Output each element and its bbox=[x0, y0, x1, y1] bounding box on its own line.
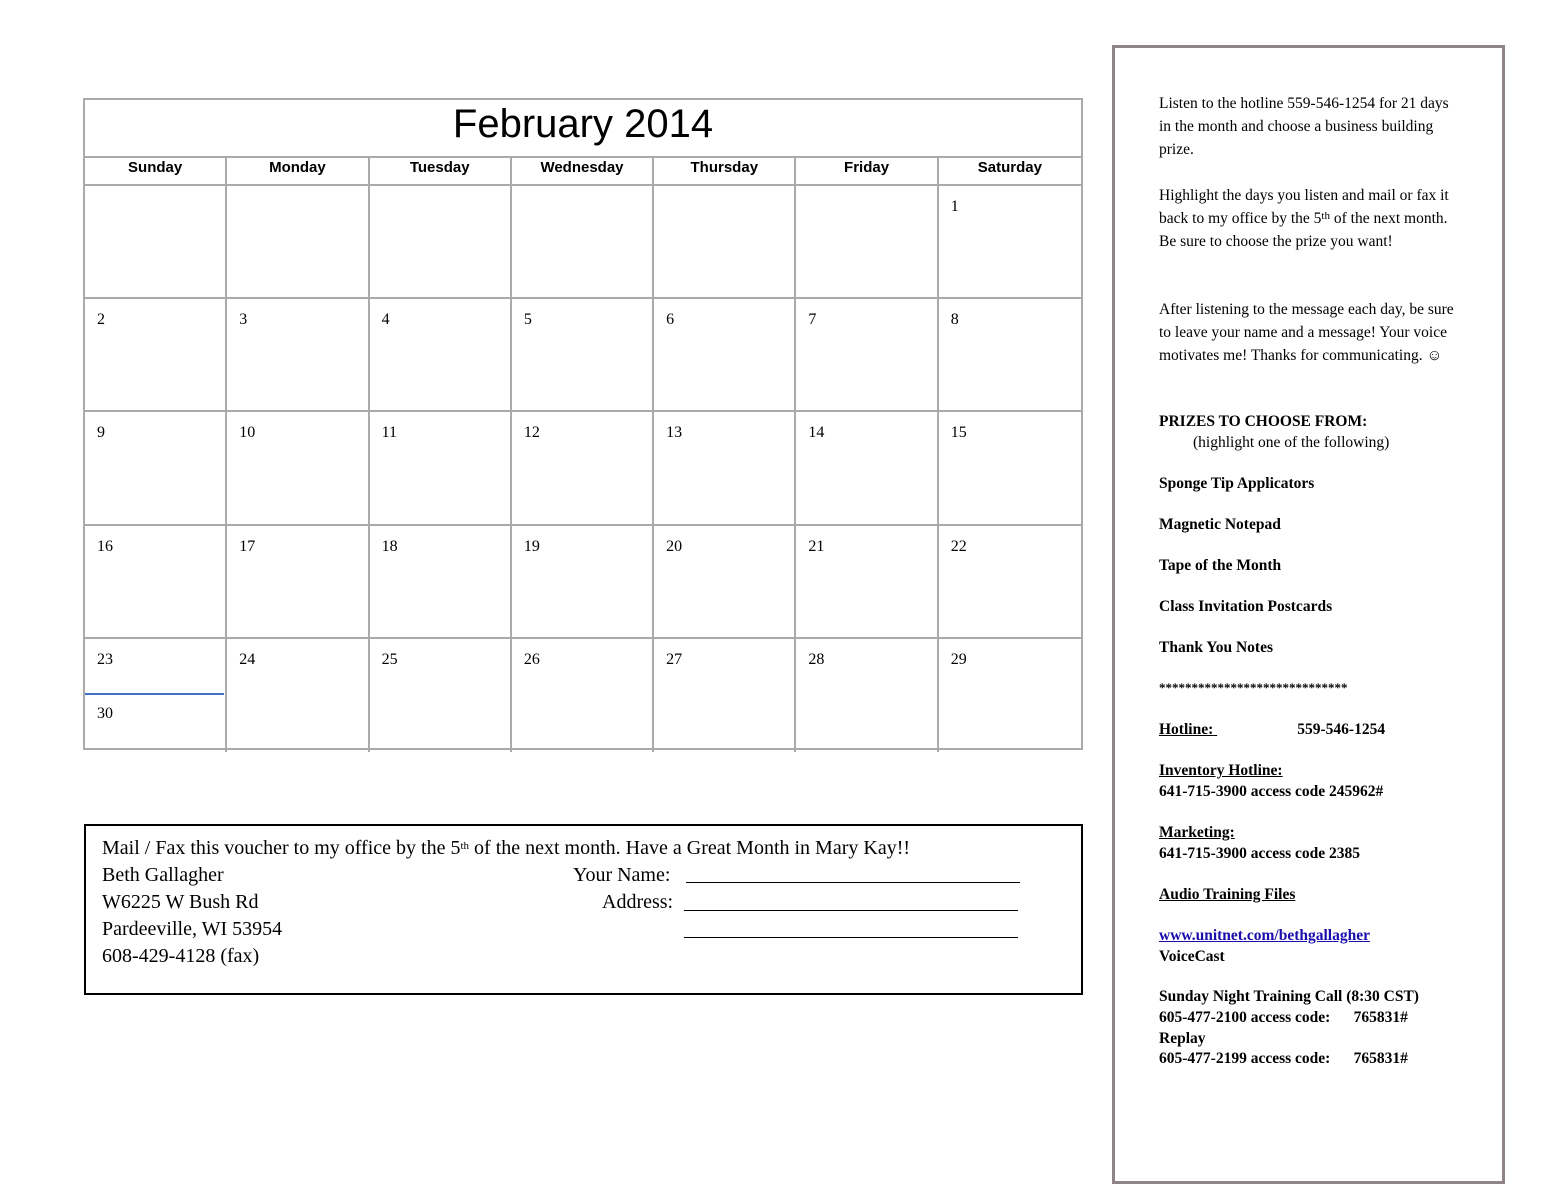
day-cell[interactable] bbox=[796, 412, 938, 525]
day-cell[interactable] bbox=[939, 526, 1081, 639]
calendar-title: February 2014 bbox=[85, 100, 1081, 158]
day-cell[interactable] bbox=[654, 299, 796, 412]
day-cell[interactable] bbox=[796, 299, 938, 412]
day-number: 5 bbox=[523, 311, 532, 329]
day-cell[interactable] bbox=[227, 412, 369, 525]
unitnet-link[interactable]: www.unitnet.com/bethgallagher bbox=[1159, 927, 1370, 944]
weekday-header bbox=[85, 158, 1081, 186]
day-number: 30 bbox=[97, 704, 113, 722]
day-number: 20 bbox=[666, 537, 683, 555]
your-name-field[interactable] bbox=[686, 882, 1020, 883]
prize-item: Tape of the Month bbox=[1159, 557, 1282, 574]
voucher-city: Pardeeville, WI 53954 bbox=[102, 918, 283, 940]
day-number: 3 bbox=[239, 311, 248, 329]
day-cell[interactable] bbox=[796, 186, 938, 299]
address-field-2[interactable] bbox=[684, 937, 1018, 938]
day-number: 26 bbox=[523, 650, 540, 668]
day-number: 21 bbox=[808, 537, 825, 555]
prize-item: Thank You Notes bbox=[1159, 639, 1273, 656]
address-label: Address: bbox=[602, 891, 674, 913]
day-number: 1 bbox=[950, 198, 959, 215]
day-cell[interactable] bbox=[939, 412, 1081, 525]
replay-code: 605-477-2199 access code: 765831# bbox=[1159, 1050, 1408, 1067]
day-cell[interactable] bbox=[654, 186, 796, 299]
day-number: 11 bbox=[381, 424, 397, 442]
day-cell[interactable] bbox=[370, 526, 512, 639]
marketing-label: Marketing: bbox=[1159, 824, 1235, 841]
calendar-grid bbox=[85, 186, 1081, 752]
day-number: 29 bbox=[950, 650, 967, 668]
calendar bbox=[83, 98, 1083, 750]
day-number: 7 bbox=[808, 311, 817, 329]
voicecast-label: VoiceCast bbox=[1159, 948, 1225, 965]
voucher-instruction: Mail / Fax this voucher to my office by the 5th of the next month. Have a Great Month in Mary Kay!! bbox=[102, 837, 911, 859]
day-cell[interactable] bbox=[370, 639, 512, 752]
sunday-call-label: Sunday Night Training Call (8:30 CST) bbox=[1159, 988, 1419, 1005]
day-number: 18 bbox=[381, 537, 398, 555]
day-number: 4 bbox=[381, 311, 390, 329]
day-number: 10 bbox=[239, 424, 256, 442]
day-cell[interactable] bbox=[654, 526, 796, 639]
day-cell[interactable] bbox=[796, 639, 938, 752]
day-cell[interactable] bbox=[512, 639, 654, 752]
address-field-1[interactable] bbox=[684, 910, 1018, 911]
day-number: 28 bbox=[808, 650, 825, 668]
weekday-monday: Monday bbox=[227, 158, 369, 184]
prizes-note: (highlight one of the following) bbox=[1193, 434, 1390, 451]
day-number: 8 bbox=[950, 311, 959, 329]
day-cell[interactable] bbox=[227, 639, 369, 752]
day-cell[interactable] bbox=[227, 186, 369, 299]
day-cell[interactable] bbox=[370, 412, 512, 525]
day-cell[interactable] bbox=[227, 526, 369, 639]
weekday-sunday: Sunday bbox=[85, 158, 227, 184]
day-cell[interactable] bbox=[796, 526, 938, 639]
weekday-wednesday: Wednesday bbox=[512, 158, 654, 184]
sidebar-intro: Listen to the hotline 559-546-1254 for 21 days in the month and choose a business building prize. bbox=[1159, 95, 1449, 158]
prize-item: Class Invitation Postcards bbox=[1159, 598, 1333, 615]
day-cell[interactable] bbox=[939, 186, 1081, 299]
day-number: 27 bbox=[666, 650, 683, 668]
prize-item: Sponge Tip Applicators bbox=[1159, 475, 1315, 492]
day-cell[interactable] bbox=[85, 639, 227, 752]
stars-divider: ***************************** bbox=[1159, 680, 1348, 695]
day-number: 6 bbox=[666, 311, 675, 329]
weekday-tuesday: Tuesday bbox=[370, 158, 512, 184]
day-cell[interactable] bbox=[939, 639, 1081, 752]
marketing-value: 641-715-3900 access code 2385 bbox=[1159, 845, 1361, 862]
voucher-name: Beth Gallagher bbox=[102, 864, 224, 886]
day-cell[interactable] bbox=[227, 299, 369, 412]
day-number: 23 bbox=[97, 650, 113, 668]
day-cell[interactable] bbox=[85, 526, 227, 639]
your-name-label: Your Name: bbox=[573, 864, 671, 886]
day-number: 16 bbox=[97, 537, 113, 555]
sidebar-message: After listening to the message each day, be sure to leave your name and a message! Your voice motivates me! Thanks for communicating. ☺ bbox=[1159, 301, 1454, 364]
day-cell[interactable] bbox=[939, 299, 1081, 412]
day-number: 9 bbox=[97, 424, 105, 442]
day-cell[interactable] bbox=[654, 639, 796, 752]
sidebar-panel bbox=[1112, 45, 1505, 1184]
weekday-friday: Friday bbox=[796, 158, 938, 184]
day-cell[interactable] bbox=[370, 299, 512, 412]
hotline-row: Hotline: 559-546-1254 bbox=[1159, 721, 1386, 738]
day-cell[interactable] bbox=[512, 526, 654, 639]
day-number: 13 bbox=[666, 424, 683, 442]
day-number: 2 bbox=[97, 311, 105, 329]
day-cell[interactable] bbox=[85, 186, 227, 299]
inventory-label: Inventory Hotline: bbox=[1159, 762, 1283, 779]
audio-training-label: Audio Training Files bbox=[1159, 886, 1296, 903]
split-divider bbox=[85, 693, 224, 695]
day-number: 14 bbox=[808, 424, 825, 442]
inventory-value: 641-715-3900 access code 245962# bbox=[1159, 783, 1384, 800]
prize-item: Magnetic Notepad bbox=[1159, 516, 1281, 533]
day-number: 17 bbox=[239, 537, 256, 555]
day-cell[interactable] bbox=[654, 412, 796, 525]
weekday-thursday: Thursday bbox=[654, 158, 796, 184]
day-cell[interactable] bbox=[85, 299, 227, 412]
day-cell[interactable] bbox=[85, 412, 227, 525]
day-cell[interactable] bbox=[512, 299, 654, 412]
sunday-call-code: 605-477-2100 access code: 765831# bbox=[1159, 1009, 1408, 1026]
prizes-heading: PRIZES TO CHOOSE FROM: bbox=[1159, 413, 1368, 430]
day-number: 25 bbox=[381, 650, 398, 668]
sidebar-instructions: Highlight the days you listen and mail or fax it back to my office by the 5th of the next month. Be sure to choose the prize you want! bbox=[1159, 187, 1449, 250]
day-cell[interactable] bbox=[370, 186, 512, 299]
day-number: 15 bbox=[950, 424, 967, 442]
voucher-box bbox=[84, 824, 1083, 995]
day-number: 22 bbox=[950, 537, 967, 555]
day-cell[interactable] bbox=[512, 186, 654, 299]
voucher-street: W6225 W Bush Rd bbox=[102, 891, 259, 913]
day-number: 19 bbox=[523, 537, 540, 555]
day-cell[interactable] bbox=[512, 412, 654, 525]
voucher-fax: 608-429-4128 (fax) bbox=[102, 945, 260, 967]
day-number: 24 bbox=[239, 650, 256, 668]
replay-label: Replay bbox=[1159, 1030, 1206, 1047]
weekday-saturday: Saturday bbox=[977, 159, 1042, 176]
day-number: 12 bbox=[523, 424, 540, 442]
